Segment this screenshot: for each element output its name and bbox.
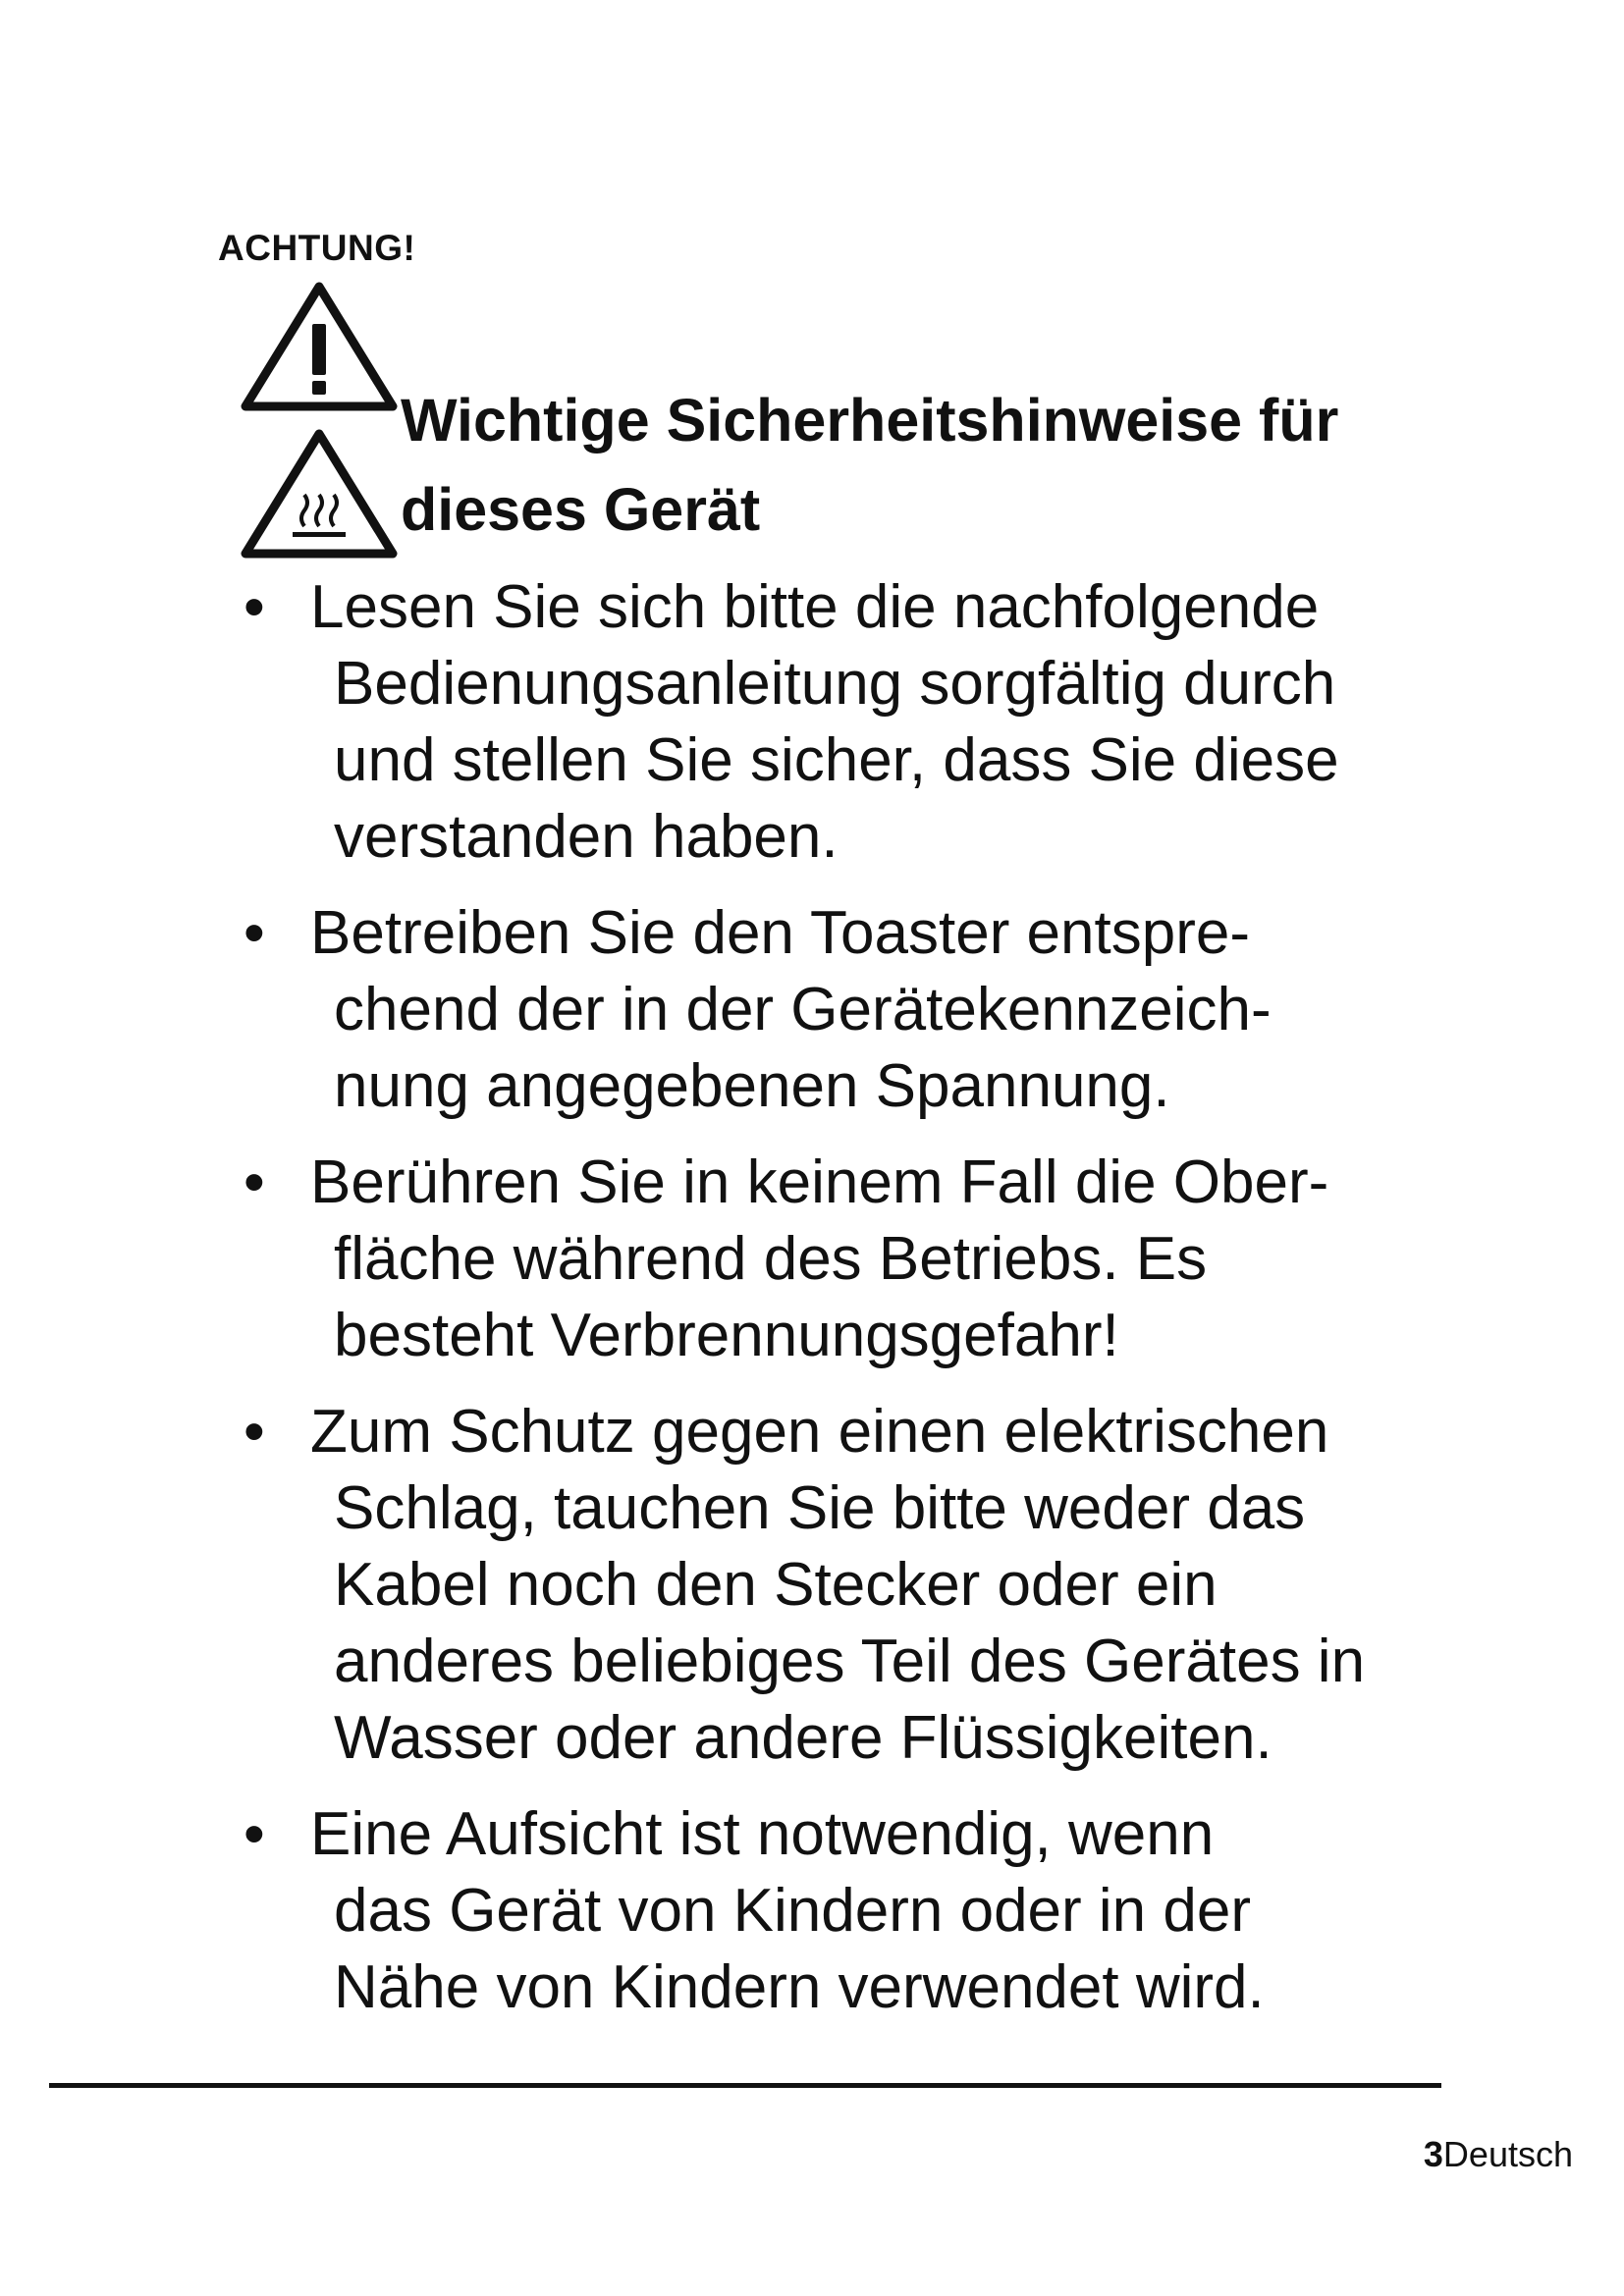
list-item-line: Berühren Sie in keinem Fall die Ober- [310,1148,1329,1216]
list-item-line: fläche während des Betriebs. Es [334,1225,1208,1293]
footer-divider [49,2083,1441,2088]
list-item-line: chend der in der Gerätekennzeich- [334,976,1272,1043]
warning-triangle-icon [236,277,403,420]
hot-surface-icon [236,424,403,567]
bullet-point: • [244,1800,265,1868]
list-item-line: Wasser oder andere Flüssigkeiten. [334,1704,1272,1772]
list-item-line: und stellen Sie sicher, dass Sie diese [334,726,1339,794]
list-item-line: Zum Schutz gegen einen elektrischen [310,1398,1329,1466]
bullet-point: • [244,899,265,967]
warning-label: ACHTUNG! [218,228,416,268]
safety-instructions-list [244,569,1481,2046]
footer-language: Deutsch [1442,2134,1573,2174]
list-item [244,1796,1481,2026]
list-item-line: Lesen Sie sich bitte die nachfolgende [310,573,1320,641]
page-heading [401,376,1432,555]
bullet-point: • [244,573,265,641]
page-footer [1424,2134,1573,2175]
list-item-line: besteht Verbrennungsgefahr! [334,1302,1119,1369]
list-item [244,1145,1481,1374]
list-item-line: anderes beliebiges Teil des Gerätes in [334,1628,1366,1695]
list-item-line: Bedienungsanleitung sorgfältig durch [334,650,1336,718]
heading-line-1: Wichtige Sicherheitshinweise für [401,387,1339,454]
page-number: 3 [1423,2134,1443,2174]
list-item-line: Betreiben Sie den Toaster entspre- [310,899,1251,967]
list-item-line: Schlag, tauchen Sie bitte weder das [334,1474,1306,1542]
list-item-line: Kabel noch den Stecker oder ein [334,1551,1218,1619]
bullet-point: • [244,1148,265,1216]
list-item-line: Nähe von Kindern verwendet wird. [334,1953,1265,2021]
list-item [244,569,1481,876]
list-item-line: nung angegebenen Spannung. [334,1052,1170,1120]
heading-line-2: dieses Gerät [401,476,761,543]
list-item-line: das Gerät von Kindern oder in der [334,1877,1251,1945]
list-item-line: Eine Aufsicht ist notwendig, wenn [310,1800,1215,1868]
list-item-line: verstanden haben. [334,803,839,871]
list-item [244,895,1481,1125]
list-item [244,1394,1481,1777]
bullet-point: • [244,1398,265,1466]
